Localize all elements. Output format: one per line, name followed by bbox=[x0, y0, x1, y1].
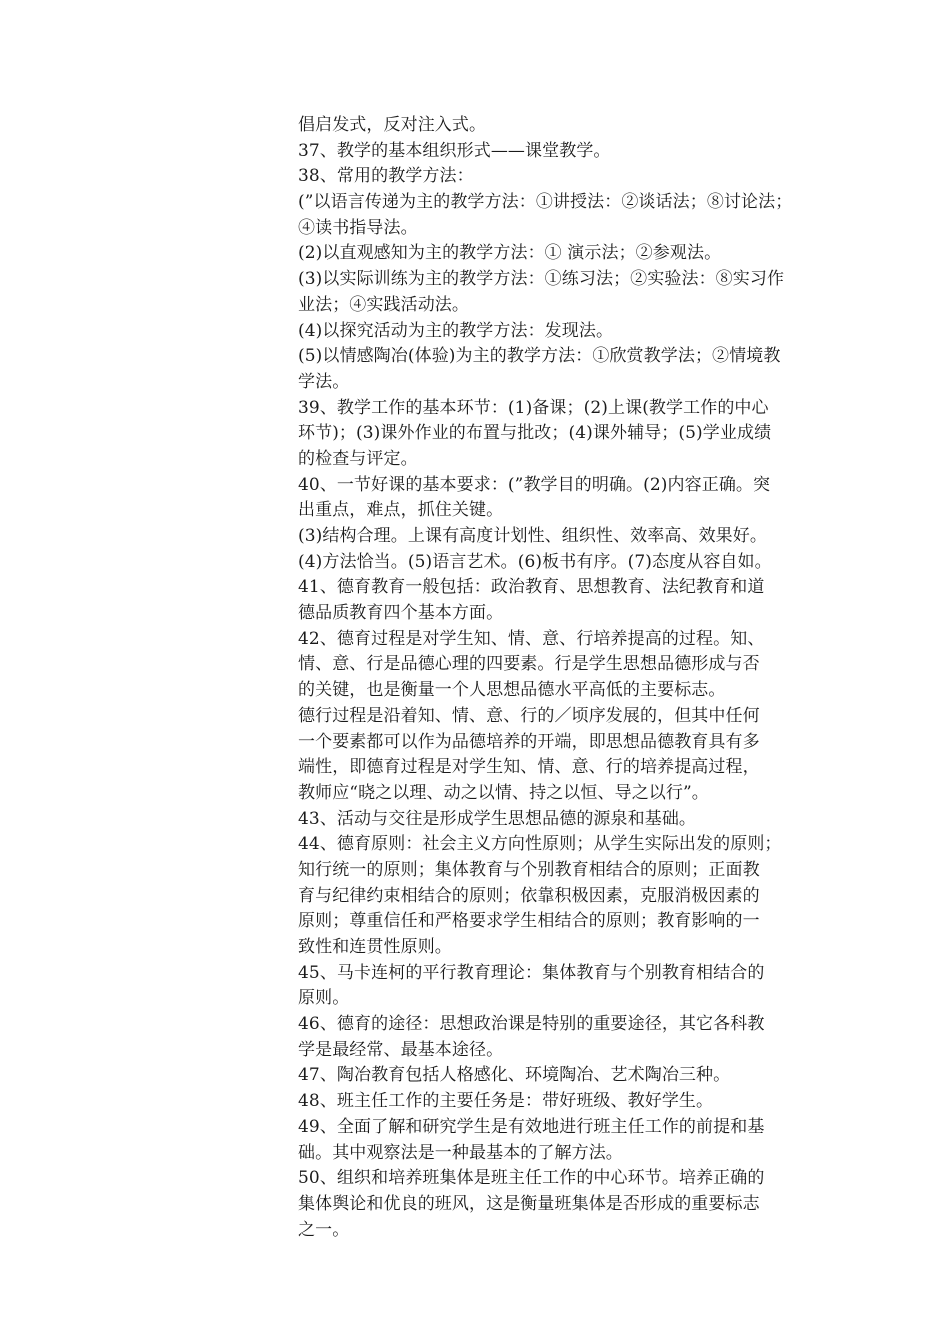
text-line: 环节)；(3)课外作业的布置与批改；(4)课外辅导；(5)学业成绩 bbox=[298, 423, 772, 444]
document-body bbox=[298, 113, 823, 1243]
text-line: 的关键，也是衡量一个人思想品德水平高低的主要标志。 bbox=[298, 680, 726, 701]
text-line: 致性和连贯性原则。 bbox=[298, 937, 452, 957]
text-line: 49、全面了解和研究学生是有效地进行班主任工作的前提和基 bbox=[298, 1116, 765, 1137]
text-line: 学是最经常、最基本途径。 bbox=[298, 1039, 504, 1060]
text-line: 38、常用的教学方法： bbox=[298, 166, 474, 187]
text-line: (2)以直观感知为主的教学方法：① 演示法；②参观法。 bbox=[298, 243, 722, 264]
text-line: 育与纪律约束相结合的原则；依靠积极因素，克服消极因素的 bbox=[298, 885, 760, 906]
text-line: (3)结构合理。上课有高度计划性、组织性、效率高、效果好。 bbox=[298, 526, 767, 546]
text-line: 集体舆论和优良的班风，这是衡量班集体是否形成的重要标志 bbox=[298, 1193, 760, 1214]
text-line: (4)以探究活动为主的教学方法：发现法。 bbox=[298, 320, 614, 341]
text-line: 41、德育教育一般包括：政治教育、思想教育、法纪教育和道 bbox=[298, 577, 765, 598]
text-line: (5)以情感陶冶(体验)为主的教学方法：①欣赏教学法；②情境教 bbox=[298, 346, 781, 367]
text-line: 46、德育的途径：思想政治课是特别的重要途径，其它各科教 bbox=[298, 1014, 765, 1035]
text-line: 42、德育过程是对学生知、情、意、行培养提高的过程。知、 bbox=[298, 628, 765, 649]
text-line: 44、德育原则：社会主义方向性原则；从学生实际出发的原则； bbox=[298, 834, 782, 855]
text-line: 原则；尊重信任和严格要求学生相结合的原则；教育影响的一 bbox=[298, 911, 760, 932]
text-line: 业法；④实践活动法。 bbox=[298, 294, 469, 315]
text-line: 的检查与评定。 bbox=[298, 448, 418, 469]
text-line: 端性，即德育过程是对学生知、情、意、行的培养提高过程， bbox=[298, 757, 760, 778]
text-line: 47、陶冶教育包括人格感化、环境陶冶、艺术陶冶三种。 bbox=[298, 1065, 731, 1086]
text-line: 出重点，难点，抓住关键。 bbox=[298, 500, 504, 521]
text-line: 39、教学工作的基本环节：(1)备课；(2)上课(教学工作的中心 bbox=[298, 397, 769, 418]
text-line: 德行过程是沿着知、情、意、行的／顷序发展的，但其中任何 bbox=[298, 705, 760, 726]
text-line: 情、意、行是品德心理的四要素。行是学生思想品德形成与否 bbox=[298, 654, 760, 675]
text-line: 学法。 bbox=[298, 371, 350, 392]
text-line: 40、一节好课的基本要求：(”教学目的明确。(2)内容正确。突 bbox=[298, 474, 771, 495]
text-line: 之一。 bbox=[298, 1219, 350, 1240]
text-line: 倡启发式，反对注入式。 bbox=[298, 115, 487, 135]
text-line: 45、马卡连柯的平行教育理论：集体教育与个别教育相结合的 bbox=[298, 962, 765, 983]
text-line: 原则。 bbox=[298, 988, 350, 1009]
text-line: 43、活动与交往是形成学生思想品德的源泉和基础。 bbox=[298, 808, 697, 829]
text-line: 37、教学的基本组织形式——课堂教学。 bbox=[298, 140, 611, 161]
text-line: ④读书指导法。 bbox=[298, 217, 418, 238]
text-line: (4)方法恰当。(5)语言艺术。(6)板书有序。(7)态度从容自如。 bbox=[298, 551, 772, 572]
text-line: 48、班主任工作的主要任务是：带好班级、教好学生。 bbox=[298, 1091, 714, 1112]
text-line: 50、组织和培养班集体是班主任工作的中心环节。培养正确的 bbox=[298, 1168, 765, 1189]
text-line: (”以语言传递为主的教学方法：①讲授法：②谈话法；⑧讨论法； bbox=[298, 192, 793, 213]
text-line: 知行统一的原则；集体教育与个别教育相结合的原则；正面教 bbox=[298, 859, 760, 880]
text-line: 础。其中观察法是一种最基本的了解方法。 bbox=[298, 1142, 623, 1163]
text-line: (3)以实际训练为主的教学方法：①练习法；②实验法：⑧实习作 bbox=[298, 269, 785, 290]
text-line: 教师应“晓之以理、动之以情、持之以恒、导之以行”。 bbox=[298, 782, 709, 803]
text-line: 德品质教育四个基本方面。 bbox=[298, 603, 504, 624]
text-line: 一个要素都可以作为品德培养的开端，即思想品德教育具有多 bbox=[298, 731, 760, 752]
